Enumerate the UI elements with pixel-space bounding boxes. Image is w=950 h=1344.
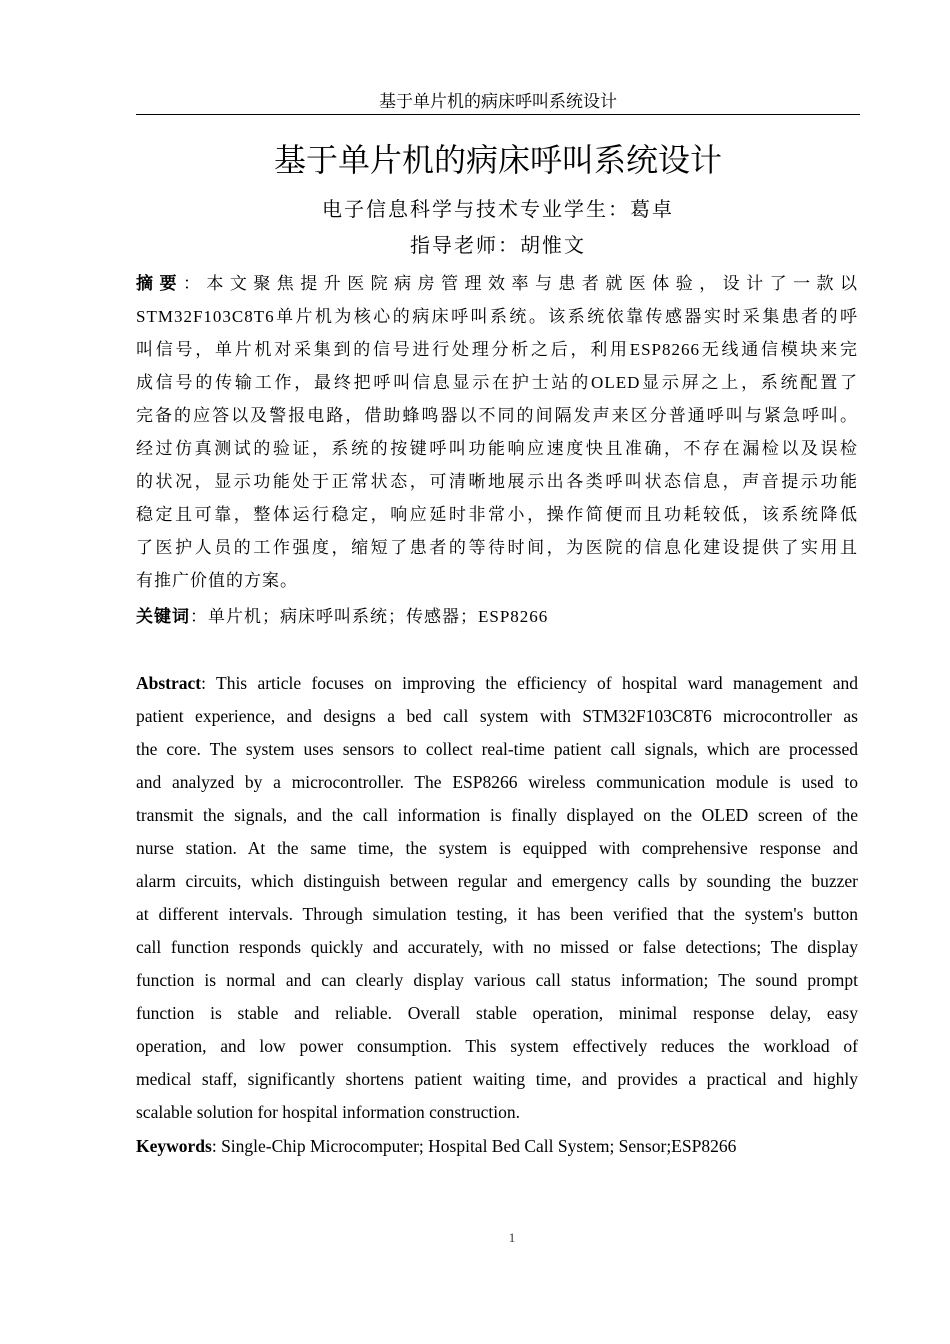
line-text: 成信号的传输工作，最终把呼叫信息显示在护士站的OLED显示屏之上，系统配置了 bbox=[136, 373, 858, 392]
line-text: transmit the signals, and the call information is finally displayed on the OLED screen of the bbox=[136, 805, 858, 825]
zh-abstract bbox=[136, 267, 858, 597]
paragraph-line bbox=[136, 333, 858, 366]
paragraph-line bbox=[136, 931, 858, 964]
line-text: and analyzed by a microcontroller. The ESP8266 wireless communication module is used to bbox=[136, 772, 858, 792]
header-rule bbox=[136, 114, 860, 115]
line-text: scalable solution for hospital information construction. bbox=[136, 1102, 520, 1122]
zh-keywords bbox=[136, 600, 858, 633]
paragraph-line bbox=[136, 1096, 858, 1129]
en-keywords-text: Single-Chip Microcomputer; Hospital Bed Call System; Sensor;ESP8266 bbox=[221, 1136, 737, 1156]
page-title: 基于单片机的病床呼叫系统设计 bbox=[273, 141, 722, 179]
advisor-line: 指导老师：胡惟文 bbox=[410, 235, 586, 257]
paragraph-line bbox=[136, 898, 858, 931]
line-text: medical staff, significantly shortens patient waiting time, and provides a practical and highly bbox=[136, 1069, 858, 1089]
line-text: 叫信号，单片机对采集到的信号进行处理分析之后，利用ESP8266无线通信模块来完 bbox=[136, 340, 858, 359]
paragraph-line bbox=[136, 997, 858, 1030]
paragraph-line bbox=[136, 1030, 858, 1063]
line-text: 有推广价值的方案。 bbox=[136, 571, 298, 590]
line-text: alarm circuits, which distinguish between regular and emergency calls by sounding the buzzer bbox=[136, 871, 858, 891]
paragraph-line bbox=[136, 399, 858, 432]
line-text: 本文聚焦提升医院病房管理效率与患者就医体验，设计了一款以 bbox=[206, 274, 859, 293]
en-keywords bbox=[136, 1130, 858, 1163]
paragraph-line bbox=[136, 700, 858, 733]
line-text: function is stable and reliable. Overall stable operation, minimal response delay, easy bbox=[136, 1003, 858, 1023]
paragraph-line bbox=[136, 865, 858, 898]
paragraph-line bbox=[136, 465, 858, 498]
en-abstract-label: Abstract bbox=[136, 673, 202, 693]
line-text: This article focuses on improving the efficiency of hospital ward management and bbox=[216, 673, 858, 693]
paragraph-line bbox=[136, 267, 858, 300]
paragraph-line bbox=[136, 733, 858, 766]
line-text: 了医护人员的工作强度，缩短了患者的等待时间，为医院的信息化建设提供了实用且 bbox=[136, 538, 858, 557]
zh-keywords-label: 关键词 bbox=[136, 607, 190, 626]
line-text: function is normal and can clearly display various call status information; The sound prompt bbox=[136, 970, 858, 990]
page-number: 1 bbox=[508, 1230, 516, 1245]
line-text: 稳定且可靠，整体运行稳定，响应延时非常小，操作简便而且功耗较低，该系统降低 bbox=[136, 505, 858, 524]
paragraph-line bbox=[136, 300, 858, 333]
paragraph-line bbox=[136, 531, 858, 564]
paragraph-line bbox=[136, 667, 858, 700]
line-text: nurse station. At the same time, the system is equipped with comprehensive response and bbox=[136, 838, 858, 858]
en-abstract bbox=[136, 667, 858, 1129]
separator: ： bbox=[190, 607, 208, 626]
en-keywords-label: Keywords bbox=[136, 1136, 212, 1156]
line-text: the core. The system uses sensors to collect real-time patient call signals, which are processed bbox=[136, 739, 858, 759]
separator: : bbox=[201, 673, 216, 693]
running-header: 基于单片机的病床呼叫系统设计 bbox=[379, 92, 617, 111]
line-text: 完备的应答以及警报电路，借助蜂鸣器以不同的间隔发声来区分普通呼叫与紧急呼叫。 bbox=[136, 406, 858, 425]
line-text: call function responds quickly and accurately, with no missed or false detections; The display bbox=[136, 937, 858, 957]
paragraph-line bbox=[136, 832, 858, 865]
separator: ： bbox=[182, 274, 207, 293]
paragraph-line bbox=[136, 432, 858, 465]
line-text: at different intervals. Through simulation testing, it has been verified that the system's button bbox=[136, 904, 858, 924]
zh-keywords-text: 单片机；病床呼叫系统；传感器；ESP8266 bbox=[208, 607, 549, 626]
paragraph-line bbox=[136, 564, 858, 597]
paragraph-line bbox=[136, 498, 858, 531]
line-text: 的状况，显示功能处于正常状态，可清晰地展示出各类呼叫状态信息，声音提示功能 bbox=[136, 472, 858, 491]
line-text: patient experience, and designs a bed call system with STM32F103C8T6 microcontroller as bbox=[136, 706, 858, 726]
zh-abstract-label: 摘要 bbox=[136, 274, 183, 293]
paragraph-line bbox=[136, 964, 858, 997]
paragraph-line bbox=[136, 799, 858, 832]
paragraph-line bbox=[136, 1063, 858, 1096]
paragraph-line bbox=[136, 766, 858, 799]
separator: : bbox=[211, 1136, 222, 1156]
paragraph-line bbox=[136, 366, 858, 399]
line-text: STM32F103C8T6单片机为核心的病床呼叫系统。该系统依靠传感器实时采集患者的呼 bbox=[136, 307, 858, 326]
line-text: 经过仿真测试的验证，系统的按键呼叫功能响应速度快且准确，不存在漏检以及误检 bbox=[136, 439, 858, 458]
author-line: 电子信息科学与技术专业学生：葛卓 bbox=[322, 199, 674, 221]
line-text: operation, and low power consumption. This system effectively reduces the workload of bbox=[136, 1036, 858, 1056]
